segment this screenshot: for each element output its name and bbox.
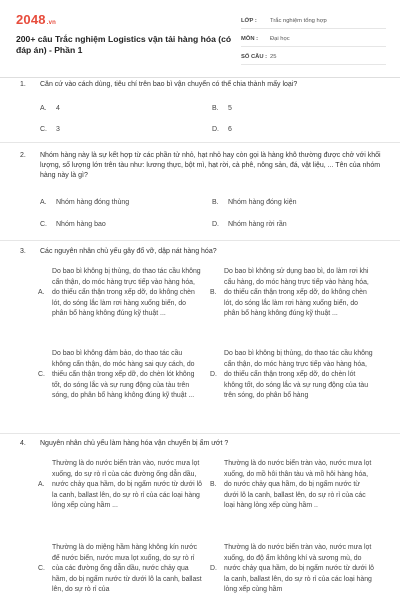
option-c[interactable] [40, 125, 60, 135]
question-header [20, 151, 390, 181]
site-logo[interactable] [16, 12, 56, 27]
quiz-meta [241, 14, 386, 68]
option-text: Do bao bì không đảm bảo, do thao tác cầu không cẩn thận, do móc hàng sai quy cách, do thiếu cẩn thận trong xếp dỡ, do chèn lót không tốt, do sóng lắc và sự rung động của tàu trên sóng, do phân bổ hàng không đúng kỹ thuật ... [52, 350, 195, 400]
option-letter: B. [210, 481, 217, 489]
option-d[interactable] [212, 125, 232, 135]
option-a[interactable] [38, 459, 202, 512]
question-divider [0, 433, 400, 434]
option-text: 3 [56, 126, 60, 133]
header-divider [0, 77, 400, 78]
brand-suffix: .vn [46, 20, 57, 26]
option-letter: D. [212, 221, 219, 228]
option-d[interactable] [210, 543, 374, 596]
meta-value: Trắc nghiệm tổng hợp [270, 18, 327, 24]
option-text: Do bao bì không bị thủng, do thao tác cầu không cẩn thận, do móc hàng trực tiếp vào hàng hóa, do thiếu cẩn thận trong xếp dỡ, do chèn lót không tốt, do sóng lắc và sự rung động của tàu trên sóng, do phân bổ hàng [224, 350, 373, 400]
option-letter: C. [40, 126, 47, 133]
option-d[interactable] [210, 349, 374, 402]
option-text: Thường là do miệng hầm hàng không kín nước để nước biển, nước mưa lọt xuống, do sự rò rỉ của các đường ống dẫn dầu, nước chảy qua hầm, do bị ngấm nước từ dưới lô la canh, ballast lên, do sự rò rỉ của [52, 544, 202, 594]
option-letter: A. [40, 199, 47, 206]
question-header [20, 247, 390, 257]
meta-question-count [241, 50, 386, 65]
question-divider [0, 240, 400, 241]
option-letter: A. [40, 105, 47, 112]
question-number: 1. [20, 81, 26, 88]
meta-class [241, 14, 386, 29]
option-text: Nhóm hàng bao [56, 221, 106, 228]
option-c[interactable] [38, 349, 202, 402]
option-text: Thường là do nước biển tràn vào, nước mưa lọt xuống, do sự rò rỉ của các đường ống dẫn dầu, nước chảy qua hầm, do bị ngấm nước từ dưới lô la canh, ballast lên, do sự rò rỉ của các loại hàng lỏng xếp cùng hầm ... [52, 460, 202, 510]
option-text: Thường là do nước biển tràn vào, nước mưa lọt xuống, do mồ hôi thân tàu và mồ hôi hàng hóa, do nước chảy qua hầm, do bị ngấm nước từ dưới lô la canh, ballast lên, do sự rò rỉ của các loại hàng lỏng xếp cùng hầm .. [224, 460, 372, 510]
option-text: Nhóm hàng đóng kiện [228, 199, 297, 206]
option-b[interactable] [212, 104, 232, 114]
page-header [16, 12, 386, 74]
meta-key: LỚP : [241, 18, 257, 24]
question-header [20, 80, 390, 90]
meta-key: MÔN : [241, 36, 259, 42]
option-letter: C. [38, 565, 45, 573]
option-letter: D. [210, 565, 217, 573]
option-d[interactable] [212, 220, 287, 230]
option-letter: B. [212, 105, 219, 112]
option-text: 6 [228, 126, 232, 133]
meta-key: SỐ CÂU : [241, 54, 268, 60]
option-a[interactable] [38, 267, 202, 320]
question-header [20, 439, 390, 449]
question-number: 3. [20, 248, 26, 255]
option-letter: A. [38, 481, 45, 489]
option-letter: A. [38, 289, 45, 297]
option-letter: D. [210, 371, 217, 379]
option-c[interactable] [38, 543, 202, 596]
meta-value: 25 [270, 54, 277, 60]
option-letter: D. [212, 126, 219, 133]
question-number: 2. [20, 152, 26, 159]
question-divider [0, 142, 400, 143]
option-b[interactable] [210, 267, 374, 320]
option-letter: C. [40, 221, 47, 228]
question-3 [20, 247, 390, 400]
question-text: Căn cứ vào cách dùng, tiêu chí trên bao bì vận chuyển có thể chia thành mấy loại? [40, 81, 298, 88]
option-text: Nhóm hàng đóng thùng [56, 199, 130, 206]
option-letter: B. [210, 289, 217, 297]
page-title: 200+ câu Trắc nghiệm Logistics vận tải hàng hóa (có đáp án) - Phần 1 [16, 34, 232, 55]
meta-value: Đại học [270, 36, 290, 42]
option-text: Nhóm hàng rời rần [228, 221, 287, 228]
question-text: Các nguyên nhân chủ yếu gây đổ vỡ, dập nát hàng hóa? [40, 248, 217, 255]
option-a[interactable] [40, 198, 129, 208]
option-b[interactable] [210, 459, 374, 512]
option-letter: B. [212, 199, 219, 206]
option-text: 4 [56, 105, 60, 112]
option-b[interactable] [212, 198, 297, 208]
question-1 [20, 80, 390, 133]
option-letter: C. [38, 371, 45, 379]
question-2 [20, 151, 390, 228]
question-text: Nhóm hàng này là sự kết hợp từ các phần tử nhỏ, hạt nhỏ hay còn gọi là hàng khô thường được chở với khối lượng, số lượng lớn trên tàu như: lương thực, bột mì, hạt rời, cà phê, nông sản, đá, vật liệu, ... Tên của nhóm hàng này là gì? [40, 152, 381, 179]
question-number: 4. [20, 440, 26, 447]
option-a[interactable] [40, 104, 60, 114]
option-text: Thường là do nước biển tràn vào, nước mưa lọt xuống, do độ ẩm không khí và sương mù, do nước chảy qua hầm, do bị ngấm nước từ dưới lô la canh, ballast lên, do sự rò rỉ của các loại hàng lỏng xếp cùng hầm [224, 544, 374, 594]
option-text: 5 [228, 105, 232, 112]
option-text: Do bao bì không bị thủng, do thao tác cầu không cẩn thận, do móc hàng trực tiếp vào hàng hóa, do thiếu cẩn thận trong xếp dỡ, do không chèn lót, do sóng lắc làm rơi hàng xuống biển, do phân bổ hàng không đúng kỹ thuật ... [52, 268, 201, 318]
meta-subject [241, 32, 386, 47]
option-c[interactable] [40, 220, 106, 230]
question-text: Nguyên nhân chủ yếu làm hàng hóa vận chuyển bị ẩm ướt ? [40, 440, 229, 447]
option-text: Do bao bì không sử dụng bao bì, do làm rơi khi cẩu hàng, do móc hàng trực tiếp vào hàng hóa, do thiếu cẩn thận trong xếp dỡ, do không chèn lót, do sóng lắc làm rơi hàng xuống biển, do phân bổ hàng không đúng kỹ thuật ... [224, 268, 369, 318]
question-4 [20, 439, 390, 594]
brand-name: 2048 [16, 12, 46, 27]
